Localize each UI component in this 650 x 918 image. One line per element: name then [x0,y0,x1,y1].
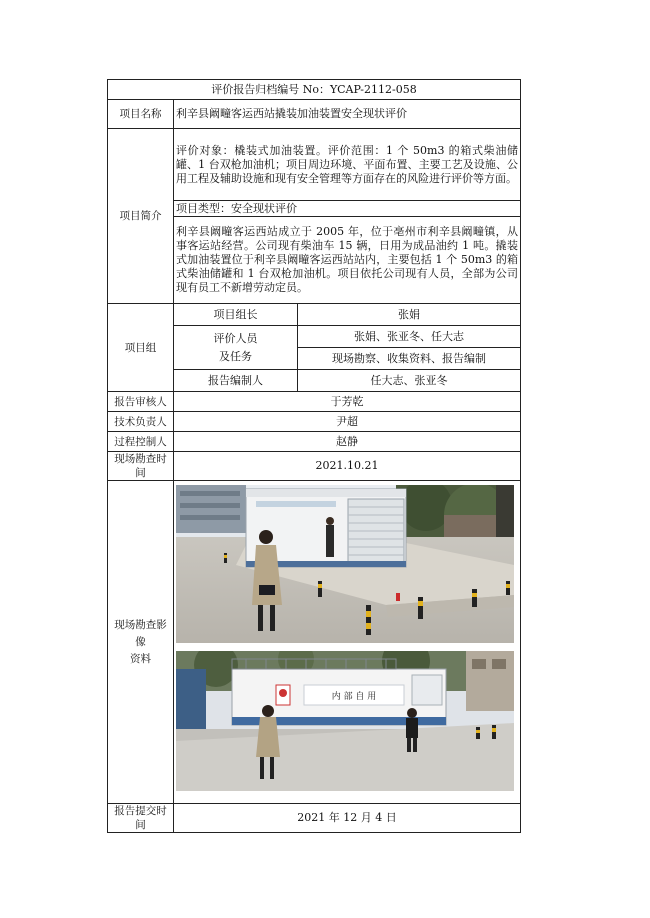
project-team-table [174,304,520,391]
photos-label-line2: 资料 [130,652,151,665]
reviewer-value: 于芳乾 [174,392,521,412]
evaluators-label-line1: 评价人员 [213,331,258,345]
tech-lead-label: 技术负责人 [108,412,174,432]
archive-number: 评价报告归档编号 No：YCAP-2112-058 [108,80,521,100]
photos-label [108,481,174,804]
writers-label: 报告编制人 [174,370,298,392]
inspection-time-value: 2021.10.21 [174,452,521,481]
team-leader-label: 项目组长 [174,304,298,326]
project-intro-label: 项目简介 [108,129,174,304]
submission-label: 报告提交时间 [108,804,174,833]
project-name-label: 项目名称 [108,100,174,129]
inspection-time-label: 现场勘查时间 [108,452,174,481]
team-leader-value: 张娟 [298,304,521,326]
project-scope: 评价对象：橇装式加油装置。评价范围：1 个 50m3 的箱式柴油储罐、1 台双枪加油机；项目周边环境、平面布置、主要工艺及设施、公用工程及辅助设施和现有安全管理等方面存在的风险进行评价等方面。 [174,129,521,201]
site-photo-1 [176,485,514,643]
evaluators-tasks: 现场勘察、收集资料、报告编制 [298,348,521,370]
writers-value: 任大志、张亚冬 [370,373,448,387]
reviewer-label: 报告审核人 [108,392,174,412]
project-team-cell [174,304,521,392]
container-sign-text: 内 部 自 用 [331,692,377,702]
site-photo-2 [176,651,514,791]
archive-table [107,79,521,833]
site-photo-1-image [176,485,514,643]
project-description: 利辛县阚疃客运西站成立于 2005 年，位于亳州市利辛县阚疃镇，从事客运站经营。公司现有柴油车 15 辆，日用为成品油约 1 吨。撬装式加油装置位于利辛县阚疃客运西站站内，主要包括 1 个 50m3 的箱式柴油储罐和 1 台双枪加油机。项目依托公司现有人员，全部为公司现有员工不新增劳动定员。 [174,217,521,304]
photos-label-line1: 现场勘查影像 [114,618,167,648]
tech-lead-value: 尹超 [174,412,521,432]
submission-value: 2021 年 12 月 4 日 [174,804,521,833]
process-controller-label: 过程控制人 [108,432,174,452]
project-type: 项目类型：安全现状评价 [174,201,521,217]
project-team-label: 项目组 [108,304,174,392]
project-name-value: 利辛县阚疃客运西站撬装加油装置安全现状评价 [174,100,521,129]
process-controller-value: 赵静 [174,432,521,452]
site-photo-2-image [176,651,514,791]
evaluators-label [174,326,298,370]
evaluators-value: 张娟、张亚冬、任大志 [298,326,521,348]
photos-cell [174,481,521,804]
evaluators-label-line2: 及任务 [219,349,252,363]
evaluation-archive-form [107,79,520,833]
